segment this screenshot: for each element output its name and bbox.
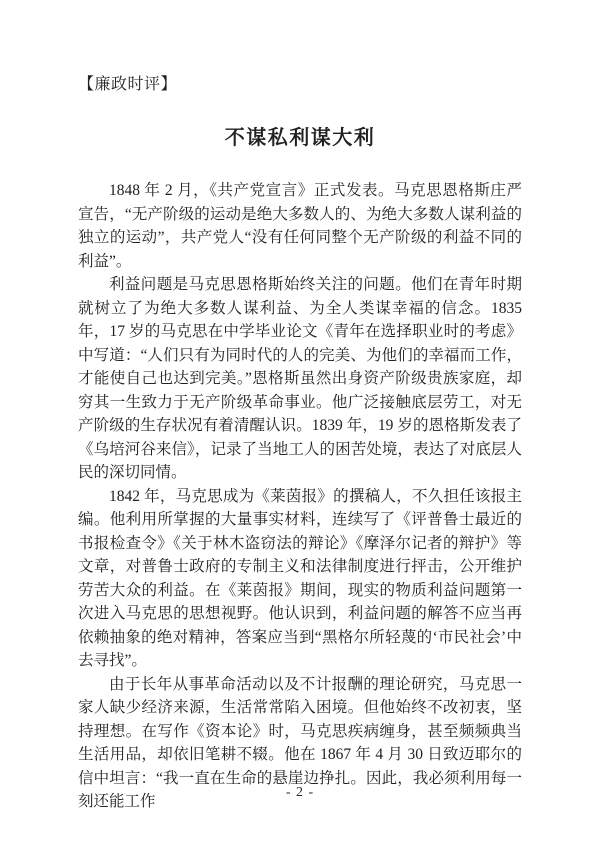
section-label: 【廉政时评】 [78,76,178,93]
paragraph-4: 由于长年从事革命活动以及不计报酬的理论研究，马克思一家人缺少经济来源，生活常常陷入困境。但他始终不改初衷，坚持理想。在写作《资本论》时，马克思疾病缠身，甚至频频典当生活用品，却依旧笔耕不辍。他在 1867 年 4 月 30 日致迈耶尔的信中坦言：“我一直在生命的悬崖边挣扎。因此，我必须利用每一刻还能工作 [78,675,522,810]
page-title: 不谋私利谋大利 [224,127,376,149]
paragraph-3: 1842 年，马克思成为《莱茵报》的撰稿人，不久担任该报主编。他利用所掌握的大量事实材料，连续写了《评普鲁士最近的书报检查令》《关于林木盗窃法的辩论》《摩泽尔记者的辩护》等文章，对普鲁士政府的专制主义和法律制度进行抨击，公开维护劳苦大众的利益。在《莱茵报》期间，现实的物质利益问题第一次进入马克思的思想视野。他认识到，利益问题的解答不应当再依赖抽象的绝对精神，答案应当到“黑格尔所轻蔑的‘市民社会’中去寻找”。 [78,487,522,669]
paragraph-2: 利益问题是马克思恩格斯始终关注的问题。他们在青年时期就树立了为绝大多数人谋利益、为全人类谋幸福的信念。1835 年，17 岁的马克思在中学毕业论文《青年在选择职业时的考虑》中写道：“人们只有为同时代的人的完美、为他们的幸福而工作，才能使自己也达到完美。”恩格斯虽然出身资产阶级贵族家庭，却穷其一生致力于无产阶级革命事业。他广泛接触底层劳工，对无产阶级的生存状况有着清醒认识。1839 年，19 岁的恩格斯发表了《乌培河谷来信》，记录了当地工人的困苦处境，表达了对底层人民的深切同情。 [78,276,522,481]
paragraph-1: 1848 年 2 月，《共产党宣言》正式发表。马克思恩格斯庄严宣告，“无产阶级的运动是绝大多数人的、为绝大多数人谋利益的独立的运动”，共产党人“没有任何同整个无产阶级的利益不同的利益”。 [78,182,522,270]
article-body [78,179,522,814]
page-number: - 2 - [285,785,315,800]
